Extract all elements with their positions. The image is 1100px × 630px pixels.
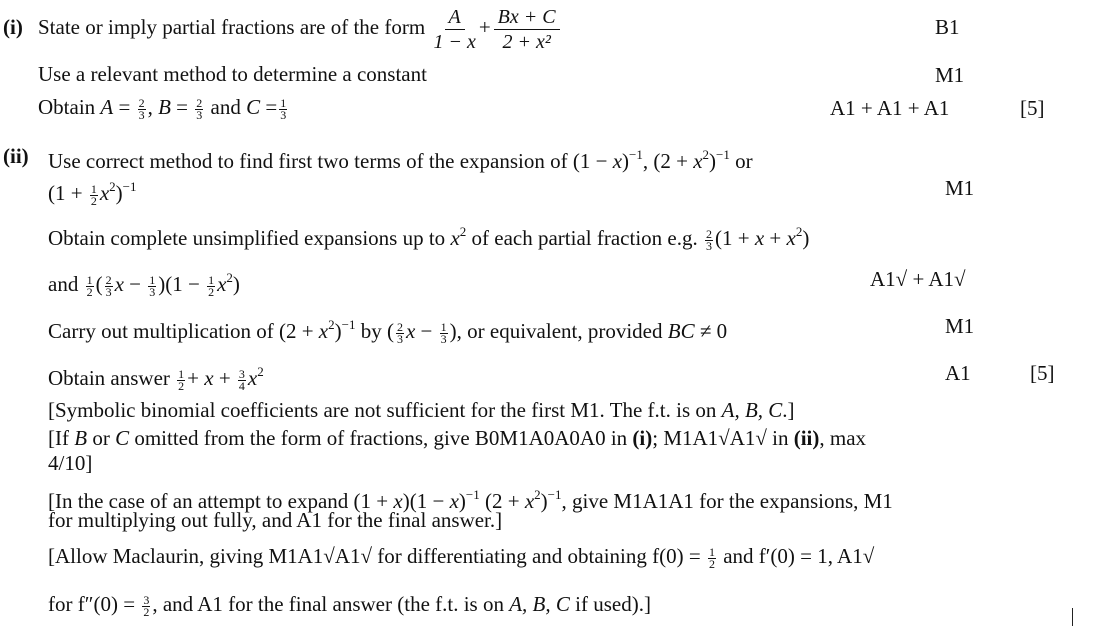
text: .] (782, 398, 795, 422)
text: (1 + (48, 181, 88, 205)
italic-symbol: A, B, C (721, 398, 783, 422)
text: ) (709, 149, 717, 173)
fraction (708, 544, 716, 571)
text: ; M1A1√A1√ in (652, 426, 794, 450)
fraction (195, 95, 203, 122)
numerator: 2 (105, 272, 112, 287)
text: [Symbolic binomial coefficients are not sufficient for the first M1. The f.t. is on (48, 398, 722, 422)
text: ) (540, 489, 548, 513)
superscript: 2 (109, 179, 116, 194)
text: if used).] (569, 592, 651, 616)
italic-symbol: x (450, 226, 460, 250)
scheme-line (48, 266, 240, 298)
text: Carry out multiplication of (2 + (48, 319, 319, 343)
text-cursor (1072, 608, 1073, 626)
numerator: 1 (440, 319, 447, 334)
text: ( (95, 272, 103, 296)
italic-symbol: C (246, 95, 261, 119)
fraction (138, 95, 146, 122)
part-label: (ii) (3, 144, 29, 168)
denominator: 2 + x² (502, 30, 551, 53)
numerator: 1 (280, 95, 287, 110)
text: 4/10] (48, 451, 93, 475)
fraction (238, 366, 246, 393)
mark-allocation: B1 (935, 15, 960, 39)
superscript: −1 (465, 487, 480, 502)
scheme-line (48, 220, 809, 252)
superscript: −1 (341, 317, 356, 332)
text: or (87, 426, 116, 450)
fraction (494, 5, 560, 54)
denominator: 3 (149, 284, 156, 299)
text: for f″(0) = (48, 592, 141, 616)
fraction (177, 366, 185, 393)
scheme-line (48, 426, 866, 450)
mark-allocation: A1 (945, 361, 971, 385)
total-marks: [5] (1020, 96, 1045, 120)
text: by ( (355, 319, 394, 343)
text: Obtain answer (48, 366, 176, 390)
numerator: 2 (396, 319, 403, 334)
bold-text: (i) (632, 426, 653, 450)
text: ) (802, 226, 810, 250)
fraction (279, 95, 287, 122)
text: for multiplying out fully, and A1 for the final answer.] (48, 508, 503, 532)
text: , give M1A1A1 for the expansions, M1 (561, 489, 893, 513)
superscript: 2 (459, 224, 467, 239)
fraction (396, 319, 404, 346)
denominator: 3 (138, 107, 145, 122)
scheme-line (48, 313, 727, 345)
text: ) (232, 272, 240, 296)
text: + (764, 226, 787, 250)
italic-symbol: C (115, 426, 130, 450)
text: [In the case of an attempt to expand (1 + (48, 489, 394, 513)
italic-symbol: BC (667, 319, 695, 343)
superscript: 2 (702, 147, 710, 162)
text: or (729, 149, 753, 173)
italic-symbol: x (449, 489, 459, 513)
italic-symbol: x (204, 366, 214, 390)
numerator: 3 (238, 366, 245, 381)
italic-symbol: x (524, 489, 535, 513)
denominator: 2 (708, 556, 715, 571)
denominator: 3 (196, 107, 203, 122)
scheme-line (48, 544, 874, 570)
text: Obtain complete unsimplified expansions up to (48, 226, 451, 250)
text: − (123, 272, 147, 296)
text: , (147, 95, 159, 119)
italic-symbol: x (393, 489, 403, 513)
fraction (433, 5, 475, 54)
text: , max (819, 426, 867, 450)
superscript: −1 (629, 147, 643, 162)
text: )(1 − (158, 272, 206, 296)
italic-symbol: x (754, 226, 765, 250)
text: ) (458, 489, 466, 513)
denominator: 3 (440, 331, 447, 346)
scheme-line (48, 592, 651, 618)
italic-symbol: A (100, 95, 114, 119)
scheme-line (48, 143, 753, 173)
italic-symbol: x (612, 149, 623, 173)
superscript: −1 (122, 179, 137, 194)
scheme-line (38, 62, 427, 86)
scheme-line (48, 451, 92, 475)
denominator: 2 (86, 284, 93, 299)
denominator: 2 (208, 284, 215, 299)
italic-symbol: x (99, 181, 110, 205)
text: [If (48, 426, 75, 450)
denominator: 2 (90, 193, 97, 208)
denominator: 3 (280, 107, 287, 122)
numerator: 1 (90, 181, 97, 196)
superscript: 2 (534, 487, 541, 502)
part-label: (i) (3, 15, 23, 39)
text: + (478, 15, 491, 39)
mark-allocation: A1√ + A1√ (870, 267, 966, 291)
text: + (187, 366, 205, 390)
denominator: 3 (396, 331, 403, 346)
numerator: 1 (149, 272, 156, 287)
fraction (105, 272, 113, 299)
mark-allocation: M1 (935, 63, 965, 87)
superscript: 2 (257, 364, 264, 379)
text: − (415, 319, 438, 343)
text: Obtain (38, 95, 101, 119)
text: , (2 + (642, 149, 694, 173)
text: (1 + (714, 226, 755, 250)
italic-symbol: B (158, 95, 171, 119)
fraction (440, 319, 448, 346)
text: , and A1 for the final answer (the f.t. is on (152, 592, 510, 616)
numerator: 2 (705, 226, 712, 241)
denominator: 3 (105, 284, 112, 299)
fraction (148, 272, 156, 299)
italic-symbol: x (786, 226, 796, 250)
italic-symbol: x (217, 272, 227, 296)
text: ) (334, 319, 342, 343)
italic-symbol: x (405, 319, 416, 343)
text: ) (115, 181, 123, 205)
text: (2 + (479, 489, 525, 513)
scheme-line (48, 398, 795, 422)
text: ) (622, 149, 630, 173)
numerator: 2 (138, 95, 145, 110)
italic-symbol: x (318, 319, 329, 343)
denominator: 4 (238, 378, 245, 393)
superscript: 2 (795, 224, 803, 239)
scheme-line (38, 2, 563, 54)
fraction (207, 272, 215, 299)
fraction (142, 592, 150, 619)
fraction (86, 272, 94, 299)
text: [Allow Maclaurin, giving M1A1√A1√ for differentiating and obtaining f(0) = (48, 544, 706, 568)
text: of each partial fraction e.g. (466, 226, 703, 250)
text: Use correct method to find first two terms of the expansion of (1 − (48, 149, 613, 173)
numerator: 3 (143, 592, 150, 607)
denominator: 3 (705, 238, 712, 253)
numerator: 2 (196, 95, 203, 110)
text: = (260, 95, 278, 119)
bold-text: (ii) (793, 426, 820, 450)
mark-allocation: M1 (945, 314, 975, 338)
text: ), or equivalent, provided (449, 319, 668, 343)
scheme-line (48, 175, 137, 207)
numerator: 1 (208, 272, 215, 287)
scheme-line (38, 95, 289, 121)
superscript: 2 (328, 317, 335, 332)
denominator: 2 (178, 378, 185, 393)
text: Use a relevant method to determine a constant (38, 62, 427, 86)
superscript: −1 (716, 147, 730, 162)
superscript: −1 (547, 487, 562, 502)
scheme-line (48, 360, 264, 392)
text: = (170, 95, 194, 119)
italic-symbol: x (114, 272, 124, 296)
text: and (48, 272, 84, 296)
text: omitted from the form of fractions, give B0M1A0A0A0 in (129, 426, 633, 450)
mark-allocation: A1 + A1 + A1 (830, 96, 950, 120)
text: ≠ 0 (694, 319, 728, 343)
numerator: 1 (178, 366, 185, 381)
text: )(1 − (402, 489, 450, 513)
text: + (213, 366, 236, 390)
text: and (205, 95, 247, 119)
total-marks: [5] (1030, 361, 1055, 385)
numerator: 1 (86, 272, 93, 287)
italic-symbol: B (74, 426, 88, 450)
fraction (90, 181, 98, 208)
fraction (705, 226, 713, 253)
superscript: 2 (226, 270, 233, 285)
mark-allocation: M1 (945, 176, 975, 200)
numerator: A (445, 5, 465, 30)
text: = (113, 95, 136, 119)
numerator: 1 (708, 544, 715, 559)
denominator: 1 − x (433, 30, 476, 53)
denominator: 2 (143, 604, 150, 619)
text: State or imply partial fractions are of the form (38, 15, 431, 39)
italic-symbol: x (693, 149, 703, 173)
italic-symbol: A, B, C (509, 592, 570, 616)
italic-symbol: x (247, 366, 258, 390)
text: and f′(0) = 1, A1√ (717, 544, 875, 568)
scheme-line (48, 508, 502, 532)
numerator: Bx + C (494, 5, 560, 30)
